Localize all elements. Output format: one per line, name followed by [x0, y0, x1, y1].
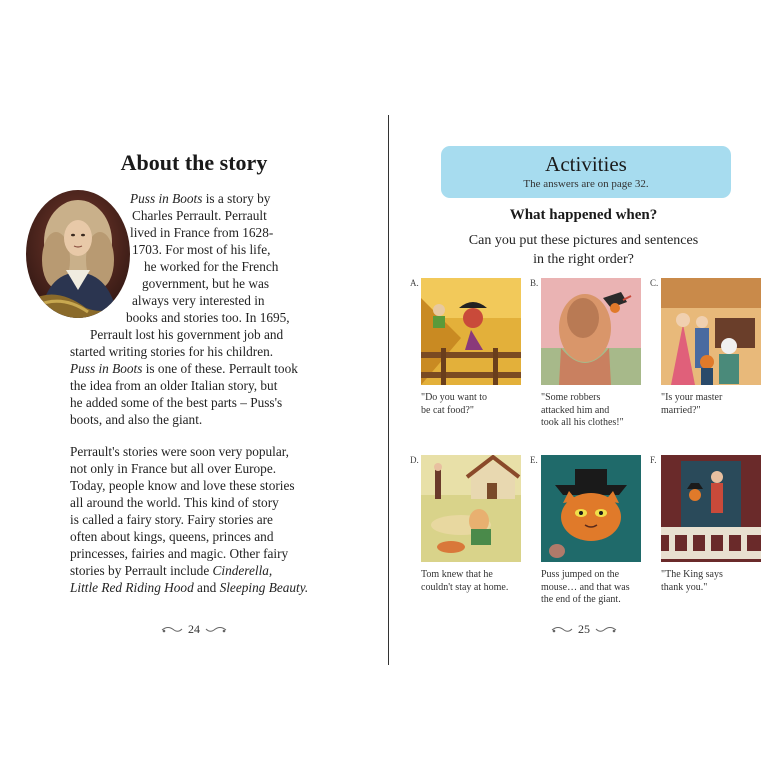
- text-run: the idea from an older Italian story, but: [70, 378, 278, 393]
- caption-line: thank you.": [661, 581, 708, 593]
- caption-line: Tom knew that he: [421, 569, 493, 580]
- text-line: [70, 579, 330, 596]
- story-paragraph-1: [70, 190, 320, 428]
- text-line: [70, 292, 320, 309]
- italic-title: Sleeping Beauty.: [219, 580, 309, 595]
- text-run: boots, and also the giant.: [70, 412, 203, 427]
- item-letter-a: A.: [410, 278, 419, 288]
- question-title: What happened when?: [509, 207, 658, 223]
- caption-line: "The King says: [661, 569, 723, 580]
- right-page-number-row: [550, 622, 618, 637]
- text-run: is called a fairy story. Fairy stories are: [70, 512, 273, 527]
- picture-d: [421, 455, 521, 562]
- text-line: [70, 460, 330, 477]
- italic-title: Puss in Boots: [70, 361, 143, 376]
- text-line: [70, 545, 330, 562]
- picture-a: [421, 278, 521, 385]
- text-line: [70, 477, 330, 494]
- text-run: princesses, fairies and magic. Other fairy: [70, 546, 289, 561]
- caption-line: "Some robbers: [541, 392, 601, 403]
- right-page-number: 25: [578, 622, 590, 636]
- text-run: started writing stories for his children.: [70, 344, 274, 359]
- caption-line: took all his clothes!": [541, 417, 624, 428]
- text-line: [70, 224, 320, 241]
- caption-line: married?": [661, 404, 701, 416]
- caption-d: [421, 569, 521, 594]
- item-letter-e: E.: [530, 455, 538, 465]
- caption-line: attacked him and: [541, 404, 610, 416]
- text-run: Charles Perrault. Perrault: [132, 208, 267, 223]
- caption-line: the end of the giant.: [541, 594, 621, 605]
- caption-e: [541, 569, 641, 607]
- text-line: [70, 511, 330, 528]
- italic-title: Cinderella,: [212, 563, 273, 578]
- activities-banner: [441, 146, 731, 198]
- question-line: Can you put these pictures and sentences: [468, 233, 699, 248]
- caption-line: "Do you want to: [421, 392, 488, 403]
- page-gutter: [388, 115, 389, 665]
- item-letter-b: B.: [530, 278, 539, 288]
- text-run: he worked for the French: [144, 259, 279, 274]
- flourish-right-icon: [594, 625, 618, 635]
- item-letter-f: F.: [650, 455, 657, 465]
- text-run: Perrault lost his government job and: [90, 327, 284, 342]
- caption-line: Puss jumped on the: [541, 569, 620, 580]
- flourish-left-icon: [160, 625, 184, 635]
- text-line: [70, 241, 320, 258]
- text-run: he added some of the best parts – Puss's: [70, 395, 283, 410]
- picture-b: [541, 278, 641, 385]
- caption-line: mouse… and that was: [541, 581, 630, 593]
- caption-f: [661, 569, 761, 594]
- question-line: in the right order?: [533, 252, 634, 267]
- activities-subtitle: The answers are on page 32.: [523, 178, 649, 190]
- text-line: [70, 443, 330, 460]
- text-line: [70, 275, 320, 292]
- story-paragraph-2: [70, 443, 330, 596]
- text-line: [70, 309, 320, 326]
- picture-c: [661, 278, 761, 385]
- caption-c: [661, 392, 761, 417]
- text-line: [70, 562, 330, 579]
- text-run: often about kings, queens, princes and: [70, 529, 274, 544]
- text-run: always very interested in: [132, 293, 265, 308]
- text-line: [70, 207, 320, 224]
- text-line: [70, 377, 320, 394]
- text-line: [70, 360, 320, 377]
- text-line: [70, 411, 320, 428]
- italic-title: Little Red Riding Hood: [70, 580, 194, 595]
- activities-title: Activities: [545, 152, 627, 176]
- text-run: stories by Perrault include: [70, 563, 213, 578]
- picture-e: [541, 455, 641, 562]
- question-instructions: [389, 231, 778, 269]
- text-line: [70, 258, 320, 275]
- caption-line: couldn't stay at home.: [421, 581, 509, 593]
- text-run: Today, people know and love these stories: [70, 478, 295, 493]
- text-run: all around the world. This kind of story: [70, 495, 279, 510]
- text-run: government, but he was: [142, 276, 270, 291]
- text-line: [70, 343, 320, 360]
- text-run: 1703. For most of his life,: [132, 242, 271, 257]
- text-line: [70, 394, 320, 411]
- text-run: books and stories too. In 1695,: [126, 310, 290, 325]
- text-run: and: [193, 580, 220, 595]
- picture-f: [661, 455, 761, 562]
- item-letter-d: D.: [410, 455, 419, 465]
- text-run: is one of these. Perrault took: [142, 361, 298, 376]
- text-line: [70, 528, 330, 545]
- text-run: lived in France from 1628-: [130, 225, 274, 240]
- caption-a: [421, 392, 521, 417]
- text-run: not only in France but all over Europe.: [70, 461, 277, 476]
- text-run: Perrault's stories were soon very popular,: [70, 444, 289, 459]
- text-line: [70, 494, 330, 511]
- left-page-title: About the story: [120, 150, 268, 175]
- caption-b: [541, 392, 641, 430]
- caption-line: be cat food?": [421, 404, 474, 416]
- caption-line: "Is your master: [661, 392, 723, 403]
- left-page-number: 24: [188, 622, 200, 636]
- flourish-right-icon: [204, 625, 228, 635]
- italic-title: Puss in Boots: [130, 191, 203, 206]
- item-letter-c: C.: [650, 278, 659, 288]
- text-line: [70, 326, 320, 343]
- text-run: is a story by: [202, 191, 271, 206]
- text-line: [70, 190, 320, 207]
- flourish-left-icon: [550, 625, 574, 635]
- left-page-number-row: [160, 622, 228, 637]
